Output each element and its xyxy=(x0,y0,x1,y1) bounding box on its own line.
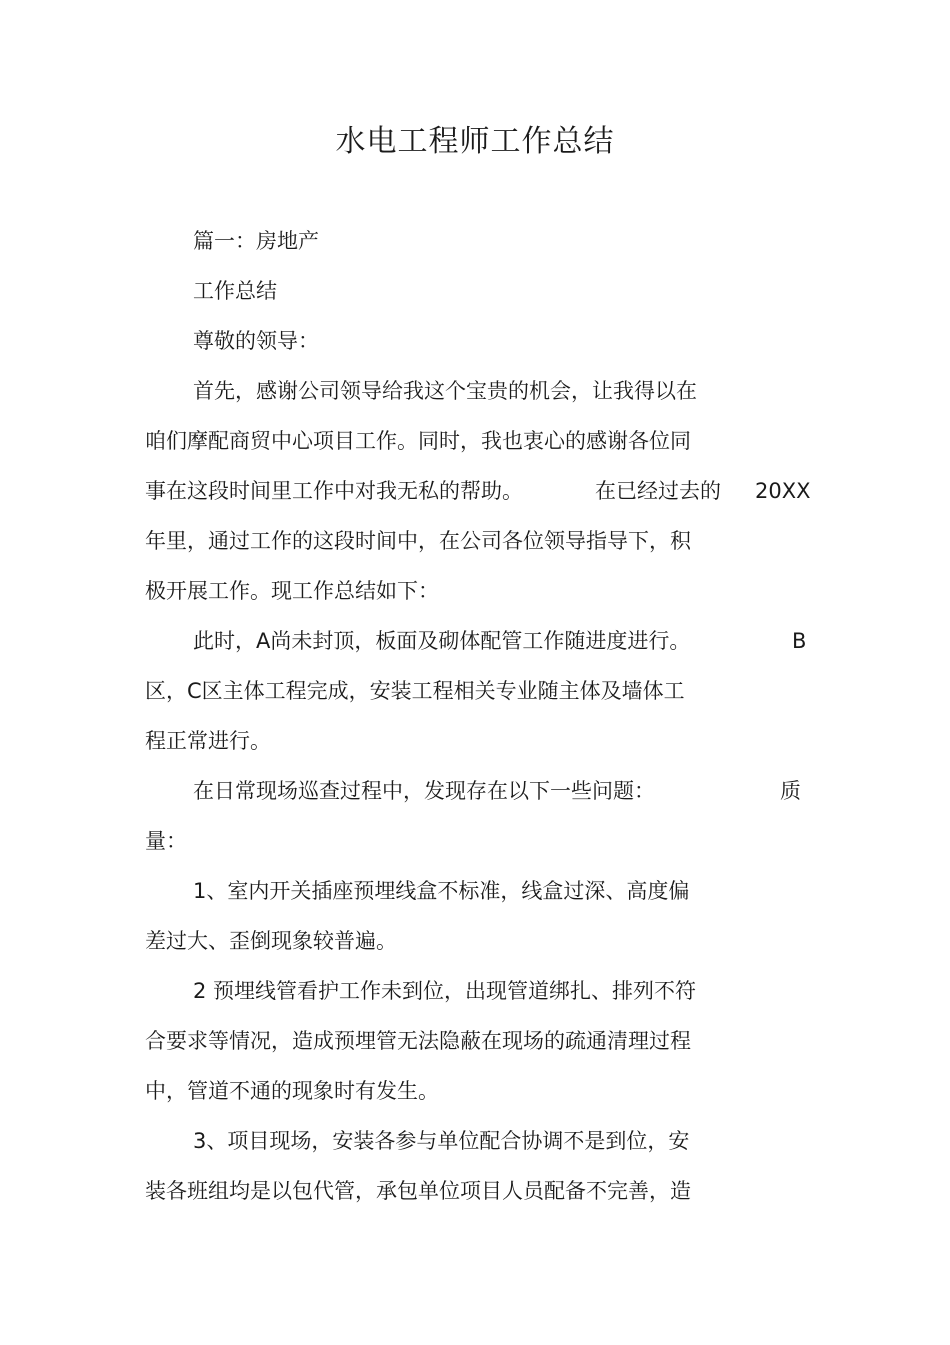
paragraph-line: 此时，A尚未封顶，板面及砌体配管工作随进度进行。 xyxy=(193,629,691,653)
paragraph-line: 尊敬的领导： xyxy=(193,329,319,353)
paragraph-line: 年里，通过工作的这段时间中，在公司各位领导指导下，积 xyxy=(145,529,691,553)
paragraph-line-tail: 在已经过去的 xyxy=(595,479,721,503)
paragraph-line: 3、项目现场，安装各参与单位配合协调不是到位，安 xyxy=(193,1129,690,1153)
paragraph-line-tail: B xyxy=(792,629,807,653)
paragraph-line: 量： xyxy=(145,829,187,853)
paragraph-line: 1、室内开关插座预埋线盒不标准，线盒过深、高度偏 xyxy=(193,879,690,903)
paragraph-line: 装各班组均是以包代管，承包单位项目人员配备不完善，造 xyxy=(145,1179,691,1203)
paragraph-line: 差过大、歪倒现象较普遍。 xyxy=(145,929,397,953)
paragraph-line: 区，C区主体工程完成，安装工程相关专业随主体及墙体工 xyxy=(145,679,685,703)
paragraph-line: 篇一：房地产 xyxy=(193,229,319,253)
paragraph-line: 首先，感谢公司领导给我这个宝贵的机会，让我得以在 xyxy=(193,379,697,403)
paragraph-line: 极开展工作。现工作总结如下： xyxy=(145,579,439,603)
paragraph-line-tail: 20XX xyxy=(755,479,811,503)
paragraph-line: 咱们摩配商贸中心项目工作。同时，我也衷心的感谢各位同 xyxy=(145,429,691,453)
paragraph-line: 中，管道不通的现象时有发生。 xyxy=(145,1079,439,1103)
paragraph-line-tail: 质 xyxy=(780,779,801,803)
paragraph-line: 事在这段时间里工作中对我无私的帮助。 xyxy=(145,479,523,503)
paragraph-line: 2 预埋线管看护工作未到位，出现管道绑扎、排列不符 xyxy=(193,979,697,1003)
document-title: 水电工程师工作总结 xyxy=(335,124,615,159)
paragraph-line: 程正常进行。 xyxy=(145,729,271,753)
paragraph-line: 工作总结 xyxy=(193,279,277,303)
paragraph-line: 在日常现场巡查过程中，发现存在以下一些问题： xyxy=(193,779,655,803)
paragraph-line: 合要求等情况，造成预埋管无法隐蔽在现场的疏通清理过程 xyxy=(145,1029,691,1053)
